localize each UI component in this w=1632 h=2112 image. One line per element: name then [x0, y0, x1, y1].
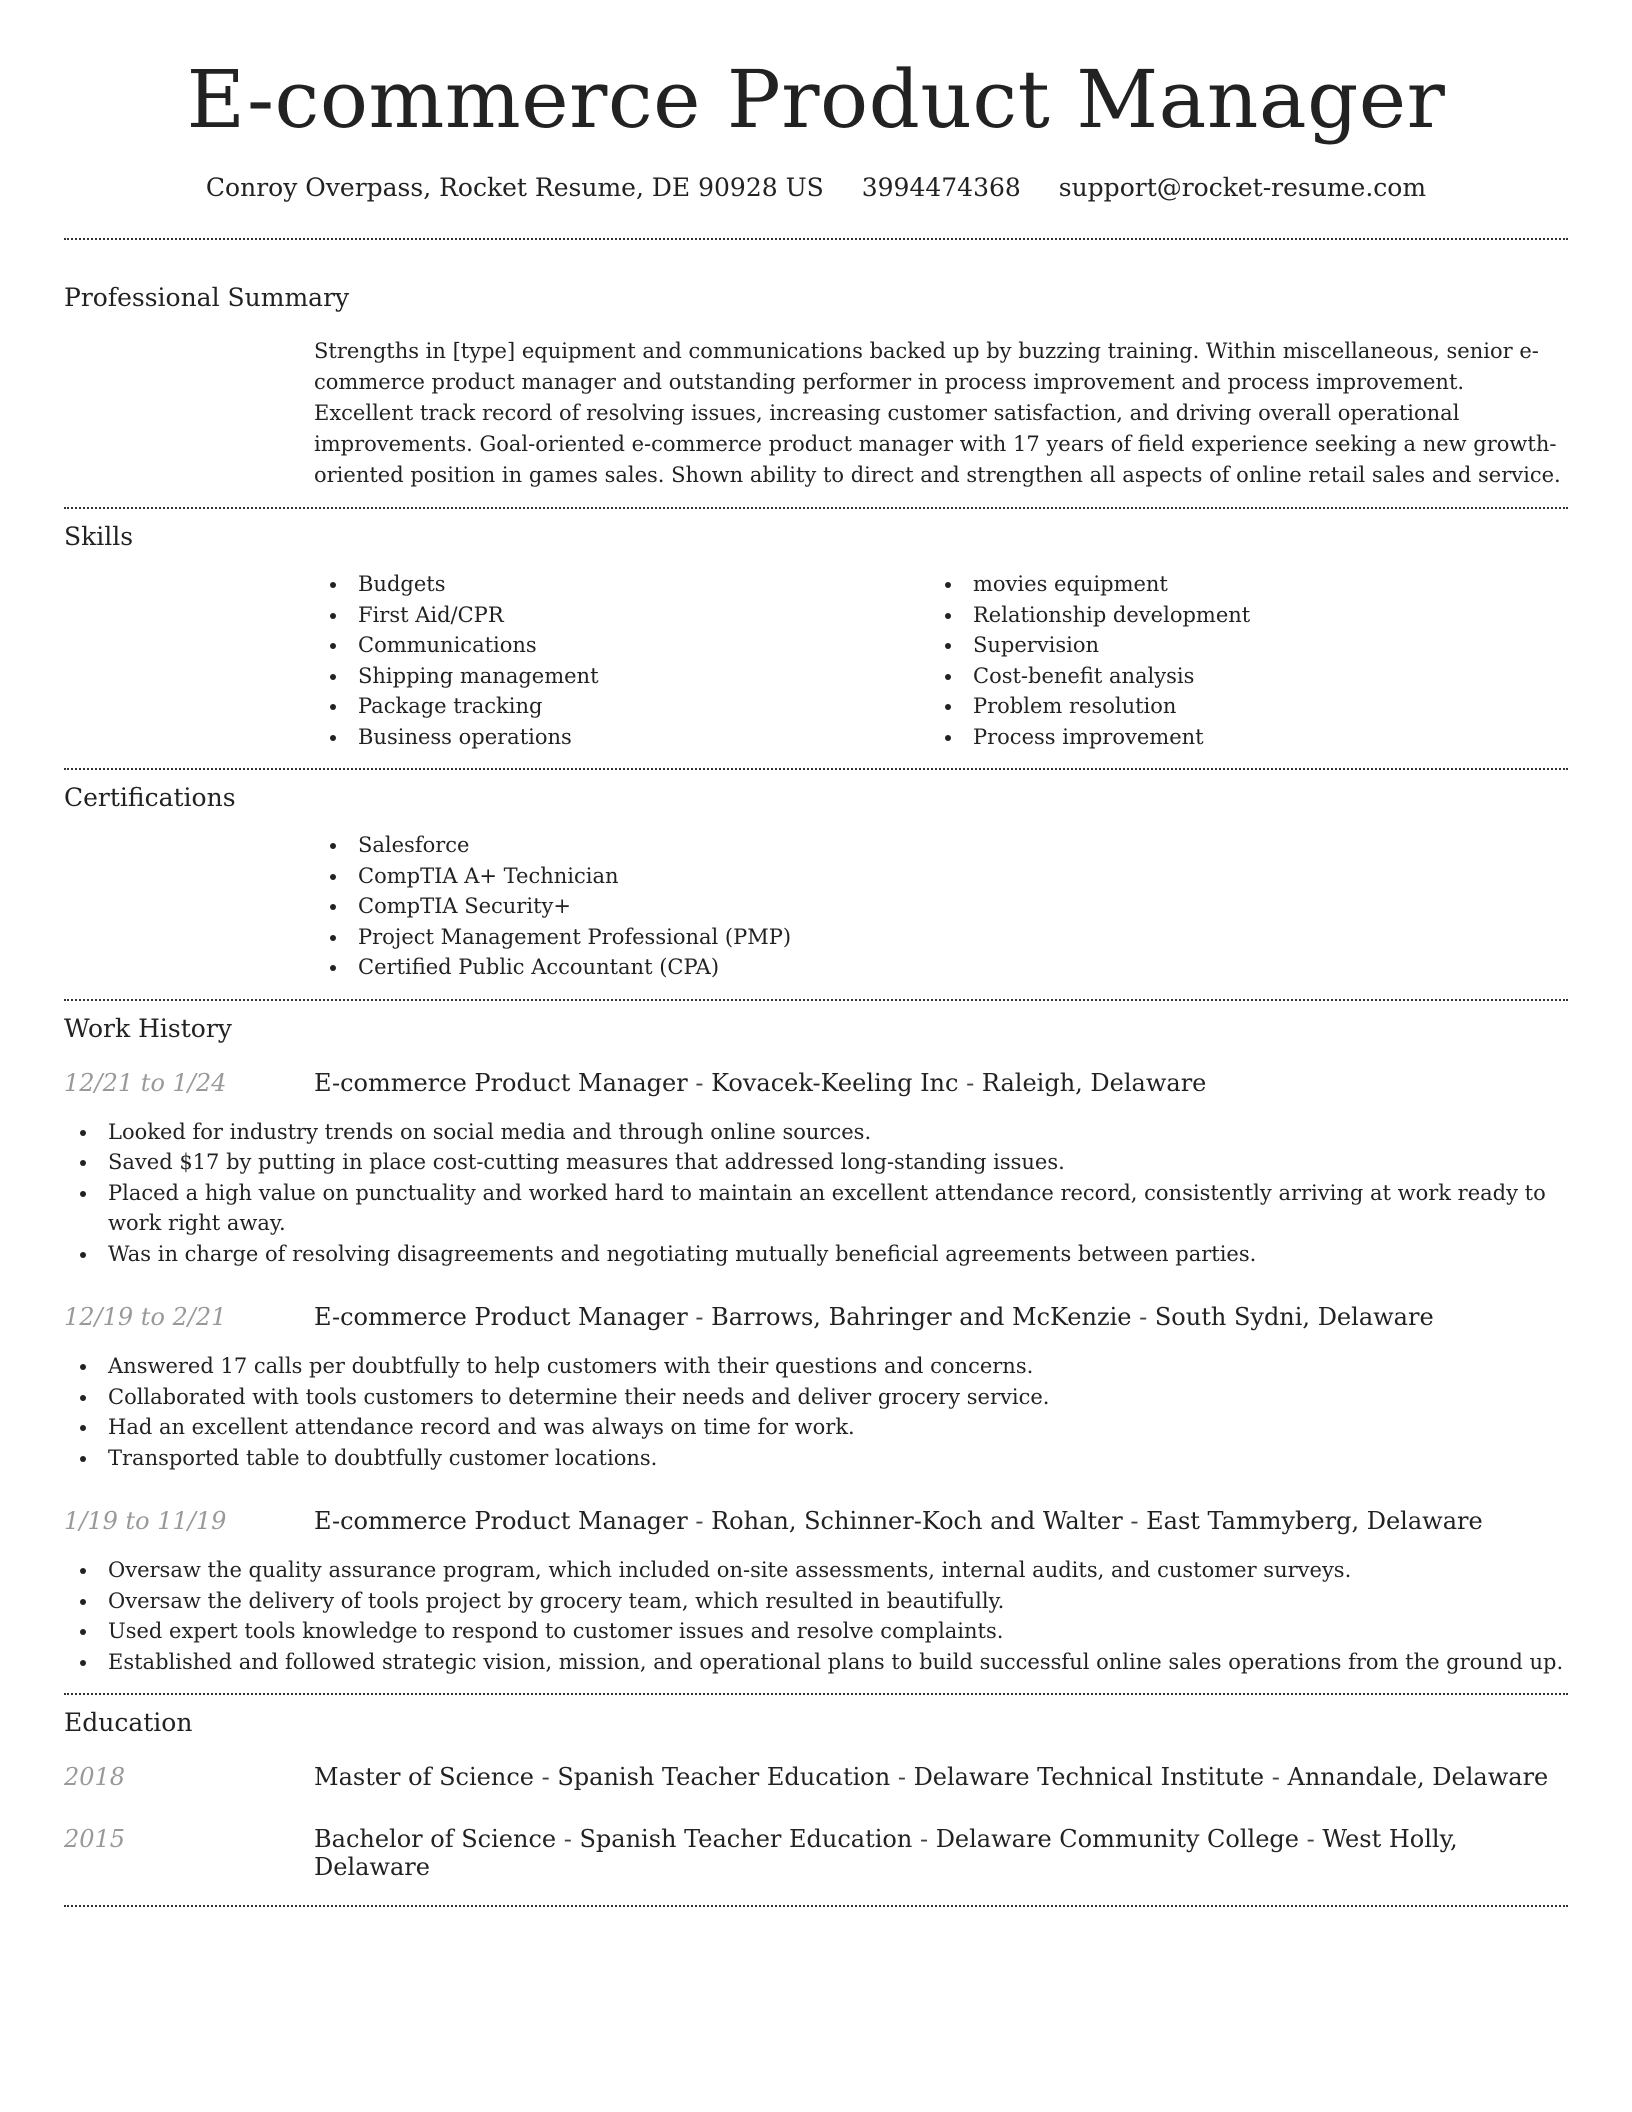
separator: -: [687, 1068, 712, 1097]
job-title-line: [314, 1069, 1206, 1097]
skills-right-column: [929, 569, 1544, 752]
job-location: East Tammyberg, Delaware: [1146, 1507, 1483, 1535]
divider: [64, 768, 1568, 770]
job-dates: 1/19 to 11/19: [64, 1507, 227, 1535]
divider: [64, 238, 1568, 240]
job-bullet: Oversaw the delivery of tools project by grocery team, which resulted in beautifully.: [64, 1586, 1568, 1617]
job-bullet: Saved $17 by putting in place cost-cutting measures that addressed long-standing issues.: [64, 1147, 1568, 1178]
job-header: [64, 1507, 1568, 1535]
certification-item: CompTIA A+ Technician: [314, 861, 1568, 892]
separator: -: [1131, 1303, 1155, 1331]
divider: [64, 507, 1568, 509]
education-line: [314, 1763, 1548, 1791]
skills-left-column: [314, 569, 929, 752]
contact-line: [64, 172, 1568, 204]
job-bullet: Used expert tools knowledge to respond to customer issues and resolve complaints.: [64, 1616, 1568, 1647]
education-entry: [64, 1825, 1568, 1881]
certification-item: CompTIA Security+: [314, 891, 1568, 922]
certification-item: Project Management Professional (PMP): [314, 922, 1568, 953]
education-school: Delaware Technical Institute: [913, 1763, 1265, 1791]
education-entry: [64, 1763, 1568, 1791]
job-bullet: Answered 17 calls per doubtfully to help customers with their questions and concerns.: [64, 1351, 1568, 1382]
separator: -: [533, 1763, 558, 1791]
skill-item: Cost-benefit analysis: [929, 661, 1544, 692]
job-entry: [64, 1303, 1568, 1473]
education-location: Annandale, Delaware: [1287, 1763, 1549, 1791]
divider: [64, 999, 1568, 1001]
separator: -: [687, 1507, 712, 1535]
job-bullet: Was in charge of resolving disagreements and negotiating mutually beneficial agreements between parties.: [64, 1239, 1568, 1270]
separator: -: [1298, 1825, 1323, 1853]
skill-item: Process improvement: [929, 722, 1544, 753]
resume-title: E-commerce Product Manager: [186, 53, 1446, 146]
skill-item: Relationship development: [929, 600, 1544, 631]
job-company: Barrows, Bahringer and McKenzie: [711, 1303, 1132, 1331]
job-bullets: [64, 1351, 1568, 1473]
skill-item: Communications: [314, 630, 929, 661]
job-dates: 12/21 to 1/24: [64, 1068, 227, 1097]
education-year: 2015: [64, 1825, 126, 1853]
separator: -: [556, 1825, 580, 1853]
skill-item: Budgets: [314, 569, 929, 600]
contact-email: support@rocket-resume.com: [1058, 173, 1427, 202]
job-title: E-commerce Product Manager: [314, 1303, 688, 1331]
certification-item: Salesforce: [314, 830, 1568, 861]
skills-list-right: [929, 569, 1544, 752]
job-entry: [64, 1069, 1568, 1270]
separator: -: [1264, 1763, 1288, 1791]
separator: -: [1122, 1507, 1147, 1535]
certifications-heading: Certifications: [64, 783, 236, 812]
job-bullet: Had an excellent attendance record and was always on time for work.: [64, 1412, 1568, 1443]
job-header: [64, 1069, 1568, 1097]
skill-item: Supervision: [929, 630, 1544, 661]
certifications-list: [314, 830, 1568, 983]
skill-item: Business operations: [314, 722, 929, 753]
job-location: South Sydni, Delaware: [1154, 1303, 1434, 1331]
summary-text: Strengths in [type] equipment and communications backed up by buzzing training. Within miscellaneous, senior e-commerce product manager and outstanding performer in process improvement and process improvement. Excellent track record of resolving issues, increasing customer satisfaction, and driving overall operational improvements. Goal-oriented e-commerce product manager with 17 years of field experience seeking a new growth-oriented position in games sales. Shown ability to direct and strengthen all aspects of online retail sales and service.: [314, 339, 1561, 487]
skill-item: Package tracking: [314, 691, 929, 722]
certification-item: Certified Public Accountant (CPA): [314, 952, 1568, 983]
job-bullet: Oversaw the quality assurance program, which included on-site assessments, internal audits, and customer surveys.: [64, 1555, 1568, 1586]
education-school: Delaware Community College: [935, 1825, 1299, 1853]
job-title-line: [314, 1303, 1434, 1331]
job-bullet: Transported table to doubtfully customer locations.: [64, 1443, 1568, 1474]
separator: -: [958, 1068, 982, 1097]
skill-item: First Aid/CPR: [314, 600, 929, 631]
education-field: Spanish Teacher Education: [557, 1763, 891, 1791]
skill-item: movies equipment: [929, 569, 1544, 600]
education-list: [64, 1763, 1568, 1881]
job-dates: 12/19 to 2/21: [64, 1303, 227, 1331]
job-title: E-commerce Product Manager: [314, 1507, 688, 1535]
work-history-list: [64, 1069, 1568, 1678]
skills-columns: [314, 569, 1568, 752]
contact-phone: 3994474368: [861, 173, 1021, 202]
separator: -: [912, 1825, 936, 1853]
job-company: Kovacek-Keeling Inc: [711, 1068, 959, 1097]
education-field: Spanish Teacher Education: [579, 1825, 913, 1853]
job-entry: [64, 1507, 1568, 1677]
job-header: [64, 1303, 1568, 1331]
job-title: E-commerce Product Manager: [314, 1068, 688, 1097]
skills-heading: Skills: [64, 522, 134, 551]
job-bullets: [64, 1555, 1568, 1677]
separator: -: [890, 1763, 914, 1791]
separator: -: [687, 1303, 712, 1331]
education-degree: Master of Science: [314, 1763, 534, 1791]
education-line: [314, 1825, 1568, 1881]
job-bullet: Collaborated with tools customers to determine their needs and deliver grocery service.: [64, 1382, 1568, 1413]
work-heading: Work History: [64, 1013, 232, 1043]
skills-list-left: [314, 569, 929, 752]
divider: [64, 1693, 1568, 1695]
skill-item: Shipping management: [314, 661, 929, 692]
contact-address: Conroy Overpass, Rocket Resume, DE 90928 US: [205, 173, 824, 202]
job-title-line: [314, 1507, 1483, 1535]
certifications-body: [314, 830, 1568, 983]
resume-page: [64, 0, 1568, 1907]
job-bullet: Looked for industry trends on social media and through online sources.: [64, 1117, 1568, 1148]
summary-heading: Professional Summary: [64, 283, 350, 312]
education-year: 2018: [64, 1763, 126, 1791]
divider: [64, 1905, 1568, 1907]
education-degree: Bachelor of Science: [314, 1825, 557, 1853]
job-bullet: Established and followed strategic vision, mission, and operational plans to build successful online sales operations from the ground up.: [64, 1647, 1568, 1678]
job-bullet: Placed a high value on punctuality and worked hard to maintain an excellent attendance record, consistently arriving at work ready to work right away.: [64, 1178, 1568, 1239]
skill-item: Problem resolution: [929, 691, 1544, 722]
job-company: Rohan, Schinner-Koch and Walter: [711, 1507, 1123, 1535]
job-bullets: [64, 1117, 1568, 1270]
education-heading: Education: [64, 1708, 193, 1737]
job-location: Raleigh, Delaware: [981, 1068, 1207, 1097]
education-location: West Holly, Delaware: [314, 1825, 1458, 1881]
